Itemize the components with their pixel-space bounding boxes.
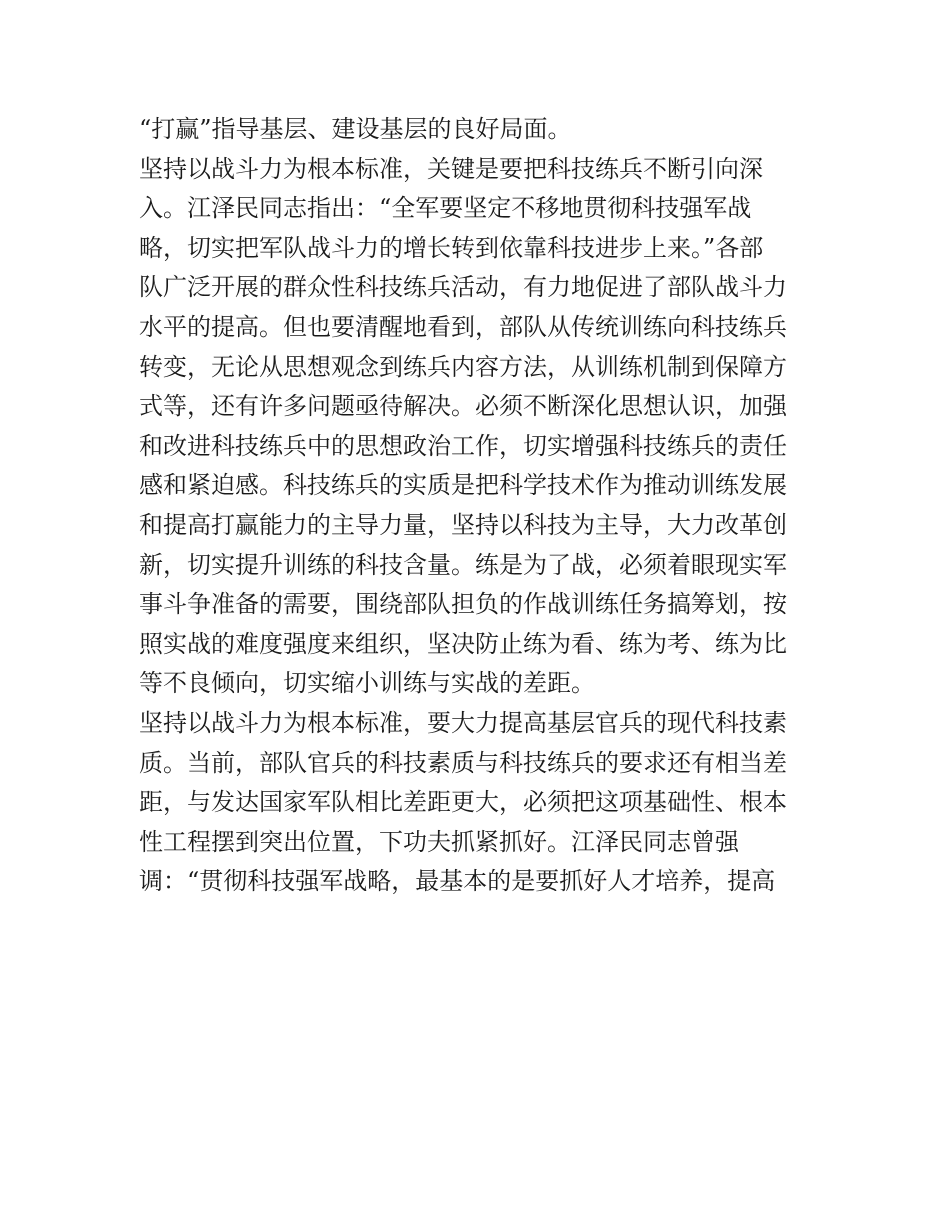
text-line: 感和紧迫感。科技练兵的实质是把科学技术作为推动训练发展 <box>139 471 787 500</box>
text-line: 入。江泽民同志指出：“全军要坚定不移地贯彻科技强军战 <box>139 194 752 223</box>
text-line: 略，切实把军队战斗力的增长转到依靠科技进步上来。”各部 <box>139 233 764 262</box>
text-line: 式等，还有许多问题亟待解决。必须不断深化思想认识，加强 <box>139 392 787 421</box>
text-line: 坚持以战斗力为根本标准，要大力提高基层官兵的现代科技素 <box>139 708 787 737</box>
text-line: 和提高打赢能力的主导力量，坚持以科技为主导，大力改革创 <box>139 510 787 539</box>
text-line: 队广泛开展的群众性科技练兵活动，有力地促进了部队战斗力 <box>139 273 787 302</box>
text-line: 事斗争准备的需要，围绕部队担负的作战训练任务搞筹划，按 <box>139 590 787 619</box>
text-line: 质。当前，部队官兵的科技素质与科技练兵的要求还有相当差 <box>139 748 787 777</box>
text-line: 新，切实提升训练的科技含量。练是为了战，必须着眼现实军 <box>139 550 787 579</box>
text-line: 和改进科技练兵中的思想政治工作，切实增强科技练兵的责任 <box>139 431 787 460</box>
text-line: 转变，无论从思想观念到练兵内容方法，从训练机制到保障方 <box>139 352 787 381</box>
text-line: 等不良倾向，切实缩小训练与实战的差距。 <box>139 669 595 698</box>
text-line: 照实战的难度强度来组织，坚决防止练为看、练为考、练为比 <box>139 629 787 658</box>
body-text <box>139 110 819 902</box>
text-line: 性工程摆到突出位置，下功夫抓紧抓好。江泽民同志曾强 <box>139 827 739 856</box>
text-line: 坚持以战斗力为根本标准，关键是要把科技练兵不断引向深 <box>139 154 763 183</box>
text-line: 水平的提高。但也要清醒地看到，部队从传统训练向科技练兵 <box>139 312 787 341</box>
text-line: 调：“贯彻科技强军战略，最基本的是要抓好人才培养，提高 <box>139 867 776 896</box>
text-line: 距，与发达国家军队相比差距更大，必须把这项基础性、根本 <box>139 788 787 817</box>
text-line: “打赢”指导基层、建设基层的良好局面。 <box>139 115 572 143</box>
